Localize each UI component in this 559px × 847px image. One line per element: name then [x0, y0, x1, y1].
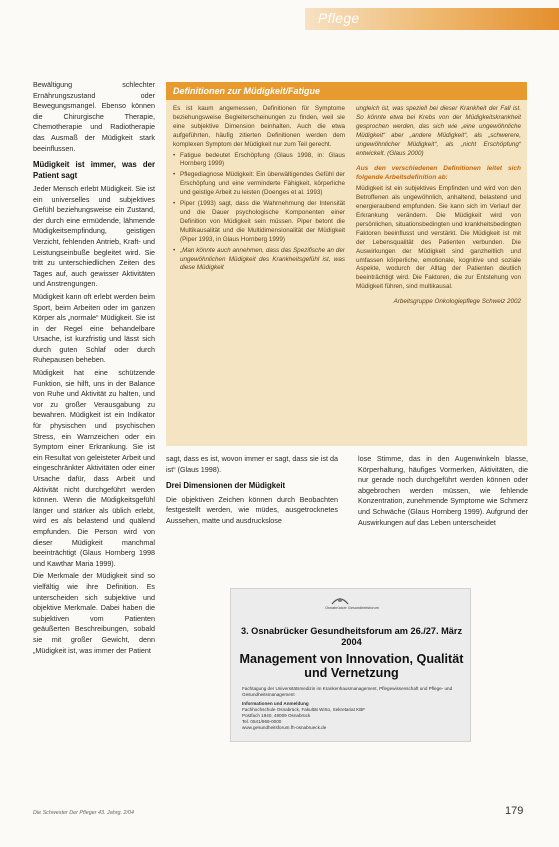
definitions-column-2: [356, 105, 521, 440]
working-definition-source: Arbeitsgruppe Onkologiepflege Schweiz 2002: [393, 298, 521, 306]
definitions-box: [166, 82, 527, 446]
right-text-column: [358, 454, 528, 564]
ad-info-title: Informationen und Anmeldung: [242, 701, 309, 706]
definition-item: • Fatigue bedeutet Erschöpfung (Glaus 1998, in: Glaus Hornberg 1999): [173, 152, 345, 170]
definition-item: • Piper (1993) sagt, dass die Wahrnehmung der Intensität und die Dauer psychologische Komponenten einer Definition von Müdigkeit sein müssen. Piper betont die Multikausalität und die Multidimensionalität der Müdigkeit (Piper 1993, in Glaus Hornberg 1999): [173, 200, 345, 245]
subheading: Müdigkeit ist immer, was der Patient sagt: [33, 160, 155, 180]
ad-info-line: Postfach 1940, 49009 Osnabrück: [242, 713, 311, 718]
middle-text-column: [166, 454, 338, 564]
paragraph: Müdigkeit hat eine schützende Funktion, sie hilft, uns in der Balance von Ruhe und Aktivität zu halten, und vor zu großer Verausgabung zu bewahren. Müdigkeit ist ein Indikator für physischen und psychischen Stress, ein Warnzeichen oder ein Symptom einer Erkrankung. Sie ist ein Resultat von geleisteter Arbeit und eingeschränkter Aktivitäten oder einer Ursache dafür, dass Arbeit und Aktivität nicht durchgeführt werden können. Wenn die Müdigkeitsgefühl länger und stärker als üblich erlebt, wird es als belastend und quälend empfunden. Die Person wird von dieser Müdigkeit manchmal beeinträchtigt (Glaus Hornberg 1998 und Kawthar Maria 1999).: [33, 368, 155, 568]
footer-journal-info: Die Schwester Der Pfleger 43. Jahrg. 2/04: [33, 810, 134, 816]
ad-contact-info: [242, 701, 464, 731]
definitions-box-title: Definitionen zur Müdigkeit/Fatigue: [166, 82, 527, 100]
ad-event-title: 3. Osnabrücker Gesundheitsforum am 26./27. März 2004: [240, 626, 463, 647]
paragraph: Bewältigung schlechter Ernährungszustand oder Bewegungsmangel. Ebenso können die Chirurgische Therapie, Chemotherapie und Radiotherapie das Ausmaß der Müdigkeit stark beeinflussen.: [33, 80, 155, 153]
definition-continued: ungleich ist, was speziell bei dieser Krankheit der Fall ist. So könnte etwa bei Krebs von der Müdigkeitskrankheit gesprochen werden, das sich wie „eine ungewöhnliche Müdigkeit“ aber „andere Müdigkeit“, als „schwerere, ungewöhnlicher Müdigkeit“, als „nicht Erschöpfung“ entwickelt. (Glaus 2000): [356, 105, 521, 157]
ad-description: Fachtagung der Universitätsmedizin im Krankenhausmanagement, Pflegewissenschaft und Pflege- und Gesundheitsmanagement: [242, 686, 453, 697]
page-number: 179: [505, 805, 524, 817]
forum-logo-icon: [331, 594, 349, 606]
definitions-list: [173, 152, 345, 274]
ad-info-line: Fachhochschule Osnabrück, Fakultät WiSo, Sekretariat KBF: [242, 707, 366, 712]
event-advertisement: [230, 588, 471, 742]
paragraph: lose Stimme, das in den Augenwinkeln blasse, Körperhaltung, häufiges Vormerken, Aktivitäten, die nur gerade noch durchgeführt werden können oder abgebrochen werden müssen, wie fehlende Konzentration, zunehmende Symptome wie Schmerz und Schwäche (Glaus Hornberg 1999). Aufgrund der Auswirkungen auf das Leben unterscheidet: [358, 454, 528, 527]
ad-website-link[interactable]: www.gesundheitsforum.fh-osnabrueck.de: [242, 725, 327, 730]
definitions-column-1: [173, 105, 345, 440]
paragraph: Die Merkmale der Müdigkeit sind so vielfältig wie ihre Definition. Es unterscheiden sich subjektive und objektive Merkmale. Dabei haben die subjektiven vom Patienten geäußerten Beschreibungen, sobald sie mit großer Gewicht, denn „Müdigkeit ist, was immer der Patient: [33, 571, 155, 655]
ad-main-title: Management von Innovation, Qualität und Vernetzung: [239, 652, 464, 680]
definitions-intro: Es ist kaum angemessen, Definitionen für Symptome beziehungsweise Begleiterscheinungen zu finden, weil sie eine subjektive Dimension beinhalten. Auch die etwa aufgeführten, häufig zitierten Definitionen werden dem komplexen Symptom der Müdigkeit nur zum Teil gerecht.: [173, 105, 345, 148]
paragraph: Jeder Mensch erlebt Müdigkeit. Sie ist ein universelles und subjektives Gefühl beziehungsweise ein Zustand, der durch eine ermüdende, lähmende Müdigkeitsempfindung, geistigen Verzicht, fehlenden Antrieb, Kraft- und Leistungseinbuße begleitet wird. Sie tritt zu unterschiedlichen Zeiten des Tages auf, auch gewisser Aktivitäten und Anstrengungen.: [33, 183, 155, 289]
subheading: Drei Dimensionen der Müdigkeit: [166, 481, 286, 491]
section-label: Pflege: [318, 10, 360, 26]
working-definition-heading: Aus den verschiedenen Definitionen leitet sich folgende Arbeitsdefinition ab:: [356, 165, 521, 182]
definition-item: • „Man könnte auch annehmen, dass das Spezifische an der ungewöhnlichen Müdigkeit des Krankheitsgefühl ist, was diese Müdigkeit: [173, 247, 345, 274]
ad-organizer: Osnabrücker Gesundheitsforum: [325, 606, 379, 610]
definition-item: • Pflegediagnose Müdigkeit: Ein überwältigendes Gefühl der Erschöpfung und eine verminderte Fähigkeit, körperliche und geistige Arbeit zu leisten (Doenges et al. 1993): [173, 171, 345, 198]
paragraph: Die objektiven Zeichen können durch Beobachten festgestellt werden, wie müdes, ausgetrocknetes Aussehen, matte und ausdruckslose: [166, 494, 338, 525]
ad-info-line: Tel. 0541/969-0000: [242, 719, 282, 724]
paragraph: Müdigkeit kann oft erlebt werden beim Sport, beim Arbeiten oder im ganzen Körper als „normale“ Müdigkeit. Sie ist in der Regel eine behandelbare Ursache, ist kurzfristig und lässt sich durch guten Schlaf oder durch Ruhepausen beheben.: [33, 291, 155, 365]
paragraph: sagt, dass es ist, wovon immer er sagt, dass sie ist da ist“ (Glaus 1998).: [166, 454, 338, 474]
left-text-column: [33, 80, 155, 836]
working-definition-text: Müdigkeit ist ein subjektives Empfinden und wird von den Betroffenen als ungewöhnlich, anhaltend, belastend und energieraubend empfunden. Sie kann sich im Verlauf der Erkrankung verändern. Die Müdigkeit wird von persönlichen, situationsbedingten und krankheitsbedingten Faktoren beeinflusst und verstärkt. Die Müdigkeit ist mit der Lebensqualität des Patienten verbunden. Die Auswirkungen der Müdigkeit sind ganzheitlich und umfassen körperliche, emotionale, kognitive und soziale Aspekte, wodurch der Alltag der Patienten deutlich beeinträchtigt wird. Die Faktoren, die zur Entstehung von Müdigkeit führen, sind multikausal.: [356, 185, 521, 291]
